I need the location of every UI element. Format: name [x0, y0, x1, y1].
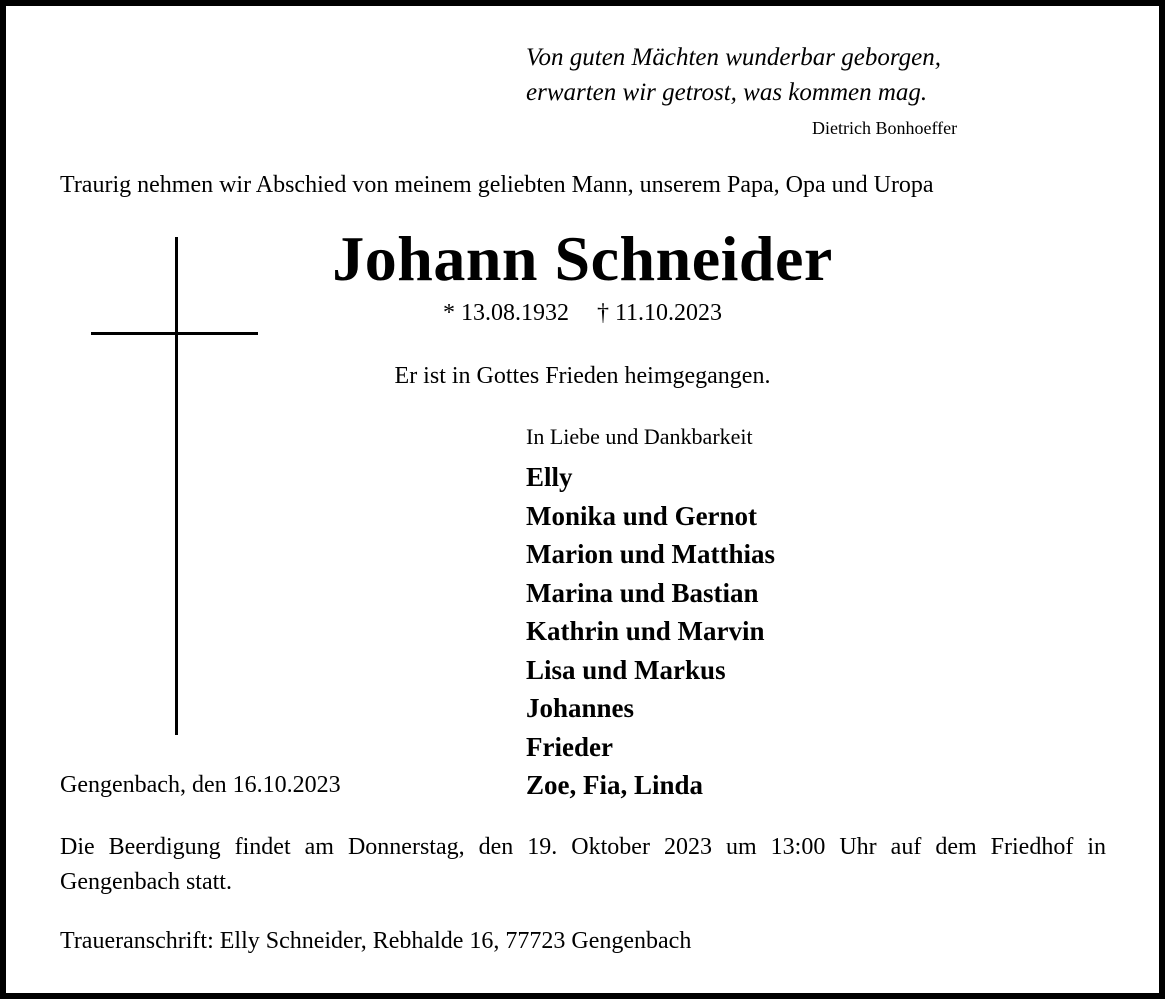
place-date: Gengenbach, den 16.10.2023	[60, 772, 341, 798]
motto-line-2: erwarten wir getrost, was kommen mag.	[526, 79, 928, 106]
motto-line-1: Von guten Mächten wunderbar geborgen,	[526, 44, 941, 71]
thanks-line: In Liebe und Dankbarkeit	[526, 424, 753, 449]
life-dates	[0, 300, 1165, 327]
death-date: † 11.10.2023	[596, 300, 723, 326]
funeral-notice: Die Beerdigung findet am Donnerstag, den 19. Oktober 2023 um 13:00 Uhr auf dem Friedhof in Gengenbach statt.	[60, 834, 1106, 895]
mourner-name: Marion und Matthias	[526, 539, 776, 569]
intro-text: Traurig nehmen wir Abschied von meinem geliebten Mann, unserem Papa, Opa und Uropa	[60, 172, 934, 198]
mourners-list	[526, 458, 775, 805]
mourner-name: Monika und Gernot	[526, 500, 758, 531]
deceased-name: Johann Schneider	[332, 223, 833, 294]
mourner-name: Marina und Bastian	[526, 577, 759, 608]
mourner-name: Lisa und Markus	[526, 654, 726, 685]
mourner-name: Johannes	[526, 693, 635, 723]
mourning-address: Traueranschrift: Elly Schneider, Rebhalde 16, 77723 Gengenbach	[60, 928, 692, 954]
mourner-name: Elly	[526, 462, 573, 492]
birth-date: * 13.08.1932	[442, 300, 569, 326]
mourner-name: Zoe, Fia, Linda	[526, 770, 704, 800]
motto-author: Dietrich Bonhoeffer	[812, 118, 958, 138]
mourner-name: Frieder	[526, 731, 613, 762]
mourner-name: Kathrin und Marvin	[526, 616, 765, 646]
peace-line: Er ist in Gottes Frieden heimgegangen.	[394, 363, 771, 389]
cross-icon-horizontal	[91, 332, 258, 335]
